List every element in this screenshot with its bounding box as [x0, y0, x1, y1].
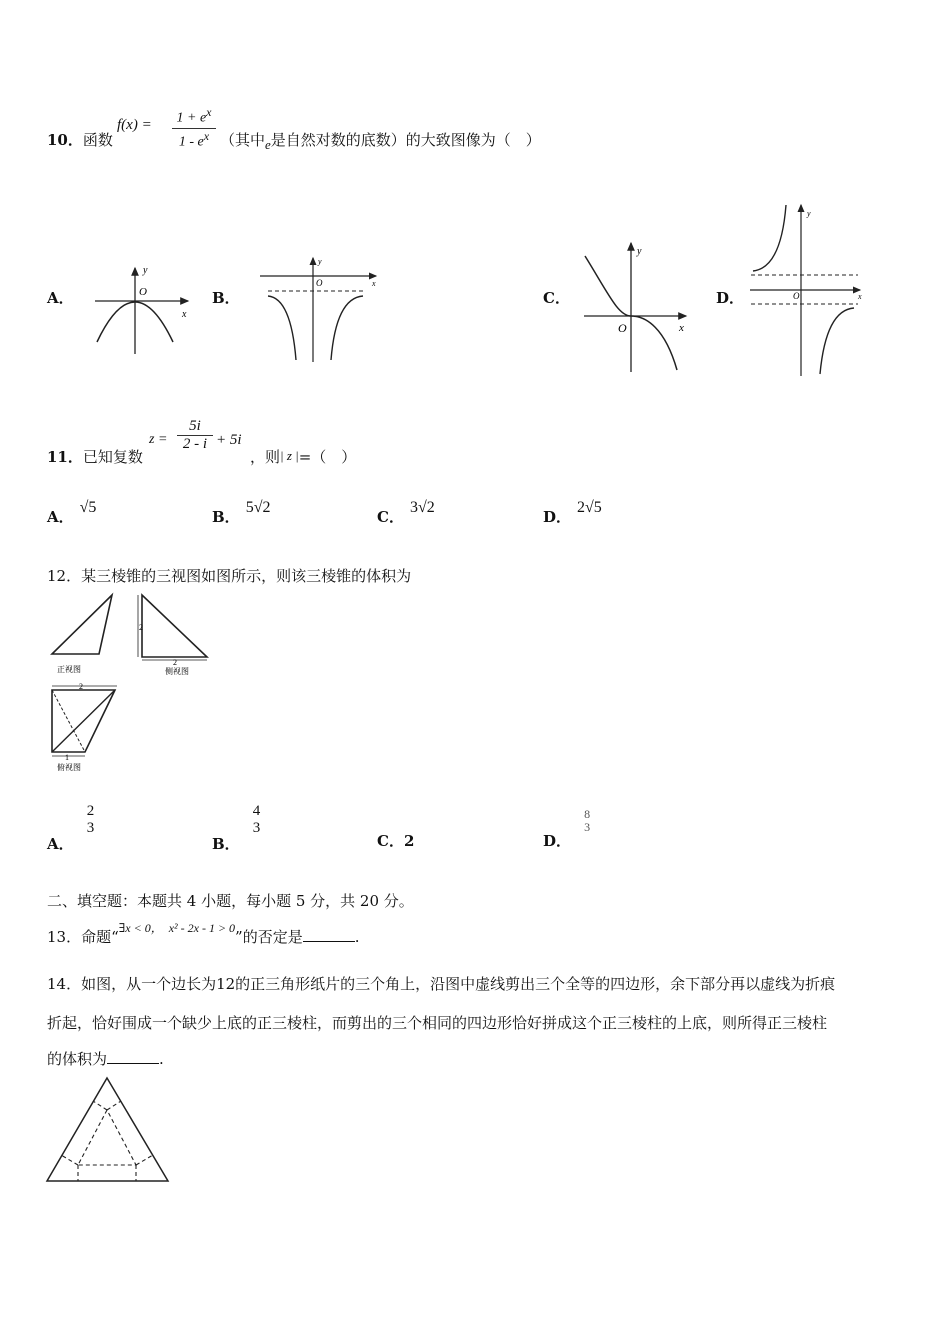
q12-option-c-value: 2 — [403, 832, 415, 850]
q11-option-a-value: √5 — [79, 499, 97, 516]
graph-d-x-label: x — [858, 292, 862, 301]
q12-option-b-frac — [253, 803, 261, 836]
q10-line — [47, 129, 113, 150]
q12-option-c[interactable] — [377, 830, 414, 851]
graph-d-origin: O — [793, 291, 800, 301]
q11-option-b[interactable] — [212, 499, 271, 527]
q10-option-a[interactable]: A． — [47, 289, 74, 307]
q12-option-d-num: 8 — [584, 807, 591, 821]
q11-number: 11． — [47, 448, 83, 466]
q12-side-view — [142, 595, 207, 657]
q10-graph-d — [748, 202, 868, 378]
q12-option-c-label: C． — [377, 832, 404, 850]
q12-option-a-label: A． — [47, 835, 74, 853]
q10-option-b[interactable]: B． — [212, 289, 240, 307]
q12-option-d-den: 3 — [584, 820, 591, 835]
q13-suffix: ”的否定是 — [235, 928, 303, 946]
graph-d-right-branch — [820, 308, 854, 374]
q10-frac-den: 1 - e — [178, 134, 204, 150]
q11-fraction — [177, 418, 213, 453]
q12-option-b-num: 4 — [252, 803, 261, 819]
q12-option-d-frac — [584, 808, 590, 834]
graph-a-origin: O — [139, 286, 147, 298]
graph-c-y-label: y — [637, 246, 642, 257]
q11-tail-text: =（ ） — [298, 448, 357, 466]
q12-front-label: 正视图 — [57, 665, 81, 674]
q14-triangle-figure — [45, 1075, 173, 1185]
q11-option-c-value: 3√2 — [409, 499, 435, 516]
q11-frac-num: 5i — [177, 418, 213, 436]
q12-option-a-frac — [87, 803, 95, 836]
q14-line-3-text: 的体积为 — [47, 1050, 108, 1068]
q12-text: 12．某三棱锥的三视图如图所示，则该三棱锥的体积为 — [47, 567, 412, 585]
q12-side-label: 侧视图 — [165, 667, 189, 676]
q11-z-lhs: z = — [149, 432, 168, 447]
q13-end: . — [354, 928, 360, 946]
q10-sup-num: x — [206, 105, 212, 119]
q14-outer-triangle — [47, 1078, 168, 1181]
q12-option-d-label: D． — [543, 831, 572, 850]
q11-option-c-label: C． — [377, 508, 404, 526]
q10-formula-fraction — [172, 105, 216, 150]
graph-a-x-label: x — [182, 309, 187, 320]
q10-graph-c — [580, 238, 695, 376]
q12-top-width-label: 2 — [79, 682, 83, 691]
q10-graph-b — [258, 254, 383, 364]
q10-option-c[interactable]: C． — [543, 289, 570, 307]
q12-option-b-den: 3 — [252, 819, 261, 836]
q12-option-d[interactable] — [543, 807, 591, 850]
q12-option-b[interactable] — [212, 803, 261, 853]
q12-option-a[interactable] — [47, 803, 95, 853]
q11-option-b-value: 5√2 — [245, 499, 271, 516]
q10-note-open: （其中 — [220, 131, 266, 149]
q11-option-a[interactable] — [47, 499, 97, 527]
q12-top-hidden-edge — [52, 690, 85, 752]
q13-line — [47, 921, 360, 947]
q10-frac-num: 1 + e — [176, 110, 207, 126]
q11-line — [47, 446, 143, 467]
q10-e-var: e — [265, 137, 271, 152]
q10-sup-den: x — [203, 128, 210, 143]
graph-c-x-label: x — [679, 322, 684, 334]
q11-option-c[interactable] — [377, 499, 435, 527]
q12-top-bottom-label: 1 — [65, 753, 69, 762]
graph-a-y-label: y — [143, 265, 148, 276]
q11-prefix: 已知复数 — [82, 448, 143, 466]
graph-b-right-branch — [331, 296, 363, 360]
q14-cut-line-6 — [107, 1101, 121, 1110]
graph-b-left-branch — [268, 296, 296, 360]
q11-then: ，则 — [250, 448, 281, 466]
q10-formula-lhs: f(x) = — [117, 117, 152, 133]
graph-b-origin: O — [316, 278, 323, 288]
q10-note-rest: 是自然对数的底数）的大致图像为（ ） — [270, 131, 541, 149]
q11-tail — [250, 446, 356, 467]
graph-d-y-label: y — [807, 209, 811, 218]
q12-top-diagonal — [52, 690, 115, 752]
graph-c-origin: O — [618, 321, 627, 335]
q14-line-2: 折起，恰好围成一个缺少上底的正三棱柱，而剪出的三个相同的四边形恰好拼成这个正三棱柱的上底，则所得正三棱柱 — [47, 1014, 828, 1032]
q10-number: 10． — [47, 131, 83, 149]
q12-side-height-label: 2 — [139, 623, 143, 632]
q14-line-1: 14．如图，从一个边长为12的正三角形纸片的三个角上，沿图中虚线剪出三个全等的四边形，余下部分再以虚线为折痕 — [47, 975, 836, 993]
section2-title: 二、填空题：本题共 4 小题，每小题 5 分，共 20 分。 — [47, 892, 414, 910]
q11-abs-z: | z | — [280, 448, 299, 463]
q12-option-a-num: 2 — [86, 803, 95, 819]
q11-option-d-value: 2√5 — [577, 499, 602, 516]
q14-cut-line-4 — [136, 1155, 153, 1165]
q12-top-label: 俯视图 — [57, 763, 81, 772]
q14-end: . — [159, 1050, 164, 1068]
q11-option-d[interactable] — [543, 499, 602, 527]
q11-frac-den: 2 - i — [182, 436, 208, 452]
q11-option-d-label: D． — [543, 508, 572, 526]
q12-side-width-label: 2 — [173, 658, 177, 667]
q10-prefix: 函数 — [82, 131, 113, 149]
q10-graph-a — [90, 262, 200, 362]
q13-expr2: x² - 2x - 1 > 0 — [168, 921, 236, 935]
q10-option-d[interactable]: D． — [716, 289, 745, 307]
q13-expr1: ∃x < 0， — [118, 921, 163, 935]
q14-cut-line-5 — [93, 1101, 107, 1110]
q13-prefix: 13．命题“ — [47, 928, 119, 946]
graph-d-left-branch — [753, 205, 786, 271]
q10-note — [220, 129, 541, 150]
q11-plus-term: + 5i — [216, 432, 242, 448]
q11-option-a-label: A． — [47, 508, 74, 526]
q14-cut-line-3 — [61, 1155, 78, 1165]
q14-inner-triangle — [78, 1110, 136, 1165]
q14-line-3 — [47, 1048, 164, 1069]
q12-option-b-label: B． — [212, 835, 240, 853]
graph-b-x-label: x — [372, 279, 376, 288]
q14-answer-blank[interactable] — [107, 1049, 159, 1064]
graph-b-y-label: y — [318, 257, 322, 266]
q12-option-a-den: 3 — [86, 819, 95, 836]
q12-front-view — [52, 595, 112, 654]
q13-answer-blank[interactable] — [303, 927, 355, 942]
q11-option-b-label: B． — [212, 508, 240, 526]
q12-three-views — [45, 590, 215, 775]
